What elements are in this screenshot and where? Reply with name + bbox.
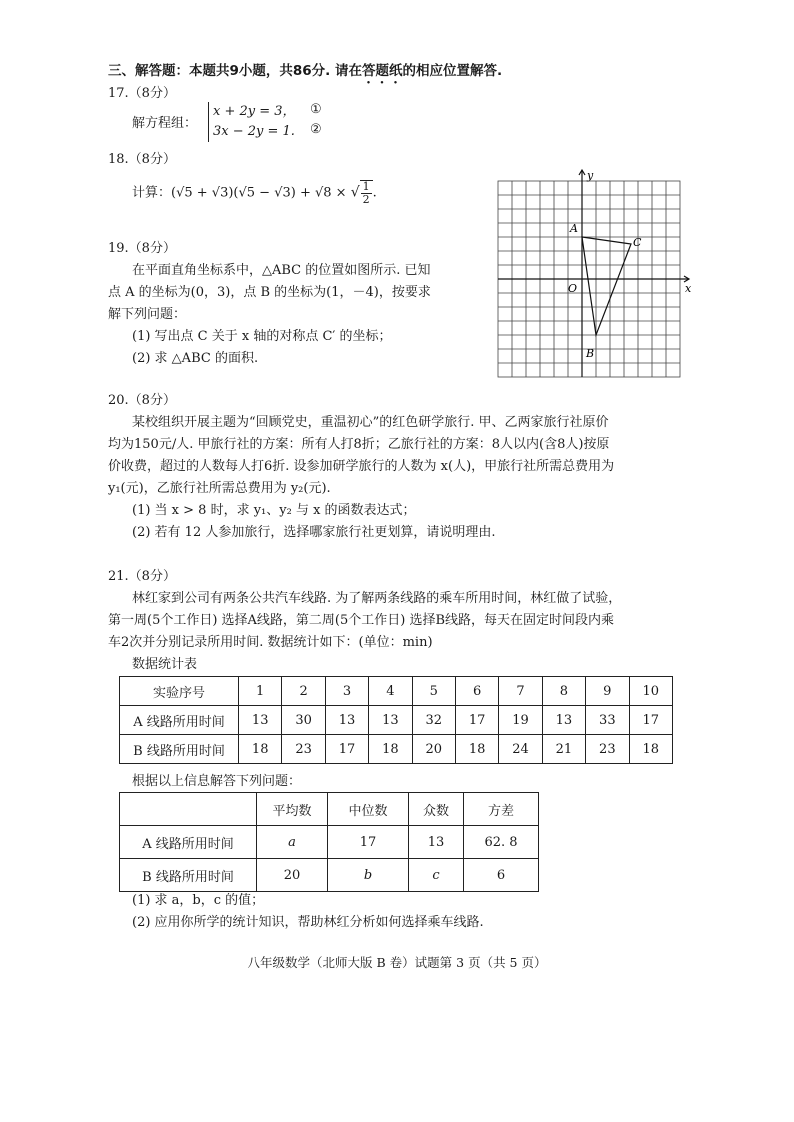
point-c-label: C	[633, 236, 642, 249]
q21-line3: 车2次并分别记录所用时间. 数据统计如下：(单位：min)	[108, 635, 433, 650]
q20-line1: 某校组织开展主题为“回顾党史，重温初心”的红色研学旅行. 甲、乙两家旅行社原价	[132, 415, 609, 430]
q18-expr: (√5 + √3)(√5 − √3) + √8 ×	[171, 185, 347, 201]
axes	[498, 170, 689, 377]
table-row	[120, 793, 539, 826]
q21-line2: 第一周(5个工作日) 选择A线路，第二周(5个工作日) 选择B线路，每天在固定时间段内乘	[108, 613, 615, 628]
q20-line4: y₁(元)，乙旅行社所需总费用为 y₂(元).	[108, 481, 331, 496]
table-cell: 7	[499, 677, 542, 706]
q18-fraction: $\frac{1}{2}$	[360, 180, 373, 206]
q17-mark1: ①	[310, 102, 322, 117]
q21-mid: 根据以上信息解答下列问题：	[132, 774, 302, 789]
table-cell: 23	[282, 735, 325, 764]
table-cell: 30	[282, 706, 325, 735]
table-cell: 17	[629, 706, 672, 735]
y-axis-label: y	[587, 169, 594, 182]
table-cell: 6	[455, 677, 498, 706]
table-cell: 3	[325, 677, 368, 706]
table-cell: 9	[586, 677, 629, 706]
table-cell: c	[409, 859, 464, 892]
table-cell: 18	[455, 735, 498, 764]
table-cell	[120, 793, 257, 826]
q20-sub1: (1) 当 x > 8 时，求 y₁、y₂ 与 x 的函数表达式；	[132, 503, 416, 518]
table-cell: 21	[542, 735, 585, 764]
table-cell: a	[257, 826, 328, 859]
q18-lead: 计算：	[132, 185, 172, 201]
q19-number: 19.（8分）	[108, 241, 176, 256]
q19-sub2: (2) 求 △ABC 的面积.	[132, 351, 259, 366]
table-cell: 18	[369, 735, 412, 764]
q20-number: 20.（8分）	[108, 393, 176, 408]
point-b-label: B	[586, 347, 595, 360]
table-cell: 方差	[464, 793, 539, 826]
page-footer: 八年级数学（北师大版 B 卷）试题第 3 页（共 5 页）	[247, 955, 547, 970]
table-cell: 62. 8	[464, 826, 539, 859]
table-cell: 5	[412, 677, 455, 706]
q21-line1: 林红家到公司有两条公共汽车线路. 为了解两条线路的乘车所用时间，林红做了试验，	[132, 591, 622, 606]
table-cell: 10	[629, 677, 672, 706]
q17-number: 17.（8分）	[108, 86, 176, 101]
table-cell: B 线路所用时间	[120, 735, 239, 764]
q19-line3: 解下列问题：	[108, 307, 187, 322]
q17-mark2: ②	[310, 122, 322, 137]
table-row	[120, 826, 539, 859]
table-row	[120, 735, 673, 764]
table-cell: 20	[257, 859, 328, 892]
table-cell: 18	[629, 735, 672, 764]
table-cell: 实验序号	[120, 677, 239, 706]
q18-number: 18.（8分）	[108, 152, 176, 167]
table-cell: 33	[586, 706, 629, 735]
data-statistics-table	[119, 676, 673, 764]
q21-sub1: (1) 求 a，b，c 的值；	[132, 893, 265, 908]
section-header-suffix: 的相应位置解答.	[402, 63, 503, 79]
table-cell: 19	[499, 706, 542, 735]
q17-equation-system	[208, 102, 296, 142]
table-row	[120, 677, 673, 706]
table-cell: 中位数	[328, 793, 409, 826]
q17-eq1: x + 2y = 3，	[213, 104, 296, 119]
q21-number: 21.（8分）	[108, 569, 176, 584]
table-cell: 4	[369, 677, 412, 706]
table-cell: b	[328, 859, 409, 892]
table-cell: 17	[328, 826, 409, 859]
table-cell: 13	[542, 706, 585, 735]
table-row	[120, 706, 673, 735]
table-cell: 32	[412, 706, 455, 735]
table-cell: 众数	[409, 793, 464, 826]
table-cell: A 线路所用时间	[120, 706, 239, 735]
table-cell: 23	[586, 735, 629, 764]
table1-title: 数据统计表	[132, 657, 198, 672]
q20-line3: 价收费，超过的人数每人打6折. 设参加研学旅行的人数为 x(人)，甲旅行社所需总费用为	[108, 459, 615, 474]
coordinate-grid-figure	[495, 168, 695, 380]
table-cell: B 线路所用时间	[120, 859, 257, 892]
table-cell: 13	[239, 706, 282, 735]
q17-eq2: 3x − 2y = 1.	[213, 124, 295, 139]
q20-sub2: (2) 若有 12 人参加旅行，选择哪家旅行社更划算，请说明理由.	[132, 525, 496, 540]
q21-sub2: (2) 应用你所学的统计知识，帮助林红分析如何选择乘车线路.	[132, 915, 484, 930]
table-cell: 17	[455, 706, 498, 735]
table-cell: 13	[409, 826, 464, 859]
origin-label: O	[568, 282, 578, 295]
table-cell: 8	[542, 677, 585, 706]
table-cell: 6	[464, 859, 539, 892]
q17-lead: 解方程组：	[132, 116, 198, 131]
table-cell: A 线路所用时间	[120, 826, 257, 859]
table-cell: 18	[239, 735, 282, 764]
q19-line1: 在平面直角坐标系中，△ABC 的位置如图所示. 已知	[132, 263, 431, 278]
section-header-prefix: 三、解答题：本题共9小题，共86分. 请在	[108, 63, 363, 79]
table-cell: 平均数	[257, 793, 328, 826]
q19-sub1: (1) 写出点 C 关于 x 轴的对称点 C′ 的坐标；	[132, 329, 392, 344]
point-a-label: A	[570, 222, 578, 235]
table-cell: 2	[282, 677, 325, 706]
q19-line2: 点 A 的坐标为(0，3)，点 B 的坐标为(1，－4)，按要求	[108, 285, 431, 300]
table-cell: 24	[499, 735, 542, 764]
q20-line2: 均为150元/人. 甲旅行社的方案：所有人打8折；乙旅行社的方案：8人以内(含8人)按原	[108, 437, 610, 452]
section-header-emph: 答题纸	[362, 63, 403, 79]
table-cell: 13	[369, 706, 412, 735]
x-axis-label: x	[685, 282, 692, 295]
q18-expression: 计算：(√5 + √3)(√5 − √3) + √8 × √ $\frac{1}{2}$ .	[132, 180, 377, 206]
table-cell: 20	[412, 735, 455, 764]
table-cell: 1	[239, 677, 282, 706]
table-row	[120, 859, 539, 892]
summary-statistics-table	[119, 792, 539, 892]
table-cell: 17	[325, 735, 368, 764]
table-cell: 13	[325, 706, 368, 735]
